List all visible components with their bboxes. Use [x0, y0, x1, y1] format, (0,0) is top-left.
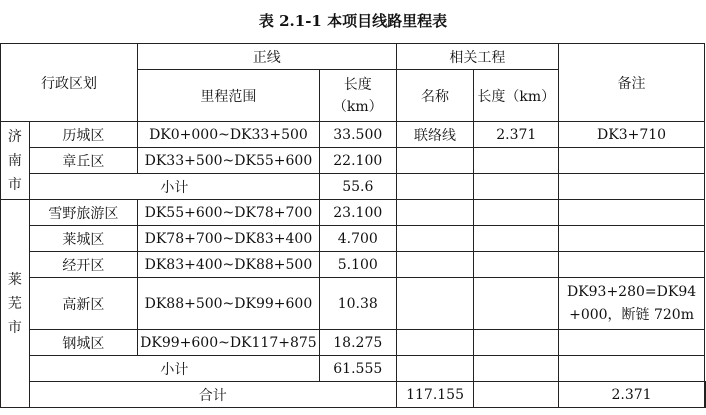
header-remarks: 备注	[559, 44, 705, 122]
header-main-line: 正线	[137, 44, 396, 70]
mileage-range-cell: DK83+400~DK88+500	[137, 252, 319, 278]
related-name-cell	[396, 226, 474, 252]
table-row	[1, 252, 706, 278]
table-row	[1, 278, 706, 330]
total-row	[1, 382, 706, 408]
related-length-cell	[474, 226, 559, 252]
length-cell: 33.500	[319, 122, 396, 148]
city-laiwu-char-3: 市	[7, 319, 22, 336]
header-name: 名称	[396, 70, 474, 122]
related-name-cell	[474, 382, 559, 408]
related-length-cell	[474, 174, 559, 200]
remarks-cell	[559, 148, 705, 174]
mileage-range-cell: DK33+500~DK55+600	[137, 148, 319, 174]
header-related-length: 长度（km）	[474, 70, 559, 122]
district-cell: 雪野旅游区	[29, 200, 137, 226]
header-related-works: 相关工程	[396, 44, 558, 70]
header-admin-region: 行政区划	[1, 44, 138, 122]
table-row	[1, 330, 706, 356]
city-jinan-char-3: 市	[7, 176, 22, 193]
district-cell: 莱城区	[29, 226, 137, 252]
mileage-range-cell: DK0+000~DK33+500	[137, 122, 319, 148]
city-jinan	[1, 122, 30, 200]
related-name-cell: 联络线	[396, 122, 474, 148]
related-name-cell	[396, 174, 474, 200]
length-cell: 23.100	[319, 200, 396, 226]
district-cell: 历城区	[29, 122, 137, 148]
subtotal-length: 61.555	[319, 356, 396, 382]
subtotal-label: 小计	[29, 356, 319, 382]
length-cell: 5.100	[319, 252, 396, 278]
subtotal-row	[1, 174, 706, 200]
header-length-line1: 长度	[343, 76, 372, 93]
related-length-cell	[474, 330, 559, 356]
remarks-line-2: +000，断链 720m	[569, 306, 694, 323]
remarks-line-1: DK93+280=DK94	[566, 283, 697, 300]
route-mileage-table	[0, 43, 706, 408]
remarks-cell	[559, 330, 705, 356]
header-length	[319, 70, 396, 122]
related-length-cell	[474, 278, 559, 330]
remarks-cell	[559, 278, 705, 330]
city-laiwu	[1, 200, 30, 408]
related-length-cell	[474, 148, 559, 174]
table-row	[1, 200, 706, 226]
subtotal-label: 小计	[29, 174, 319, 200]
length-cell: 18.275	[319, 330, 396, 356]
header-mileage-range: 里程范围	[137, 70, 319, 122]
remarks-cell	[559, 226, 705, 252]
table-row	[1, 226, 706, 252]
mileage-range-cell: DK78+700~DK83+400	[137, 226, 319, 252]
related-name-cell	[396, 330, 474, 356]
table-title: 表 2.1-1 本项目线路里程表	[258, 12, 448, 30]
table-row	[1, 148, 706, 174]
related-length-cell	[474, 252, 559, 278]
mileage-range-cell: DK99+600~DK117+875	[137, 330, 319, 356]
related-name-cell	[396, 148, 474, 174]
related-length-cell	[474, 200, 559, 226]
remarks-cell	[559, 356, 705, 382]
remarks-cell	[559, 174, 705, 200]
city-laiwu-char-2: 芜	[7, 295, 22, 312]
length-cell: 10.38	[319, 278, 396, 330]
related-length-cell: 2.371	[474, 122, 559, 148]
length-cell: 22.100	[319, 148, 396, 174]
district-cell: 钢城区	[29, 330, 137, 356]
header-row-1	[1, 44, 706, 70]
district-cell: 经开区	[29, 252, 137, 278]
total-label: 合计	[29, 382, 396, 408]
header-length-line2: （km）	[332, 98, 383, 115]
total-related-length: 2.371	[559, 382, 705, 408]
city-jinan-char-1: 济	[7, 128, 22, 145]
district-cell: 高新区	[29, 278, 137, 330]
related-name-cell	[396, 200, 474, 226]
city-laiwu-char-1: 莱	[7, 271, 22, 288]
subtotal-length: 55.6	[319, 174, 396, 200]
mileage-range-cell: DK88+500~DK99+600	[137, 278, 319, 330]
remarks-cell	[559, 252, 705, 278]
remarks-cell: DK3+710	[559, 122, 705, 148]
district-cell: 章丘区	[29, 148, 137, 174]
mileage-range-cell: DK55+600~DK78+700	[137, 200, 319, 226]
total-length: 117.155	[396, 382, 474, 408]
remarks-cell	[705, 382, 706, 408]
city-jinan-char-2: 南	[7, 152, 22, 169]
related-length-cell	[474, 356, 559, 382]
remarks-cell	[559, 200, 705, 226]
related-name-cell	[396, 356, 474, 382]
related-name-cell	[396, 278, 474, 330]
related-name-cell	[396, 252, 474, 278]
table-row	[1, 122, 706, 148]
subtotal-row	[1, 356, 706, 382]
length-cell: 4.700	[319, 226, 396, 252]
